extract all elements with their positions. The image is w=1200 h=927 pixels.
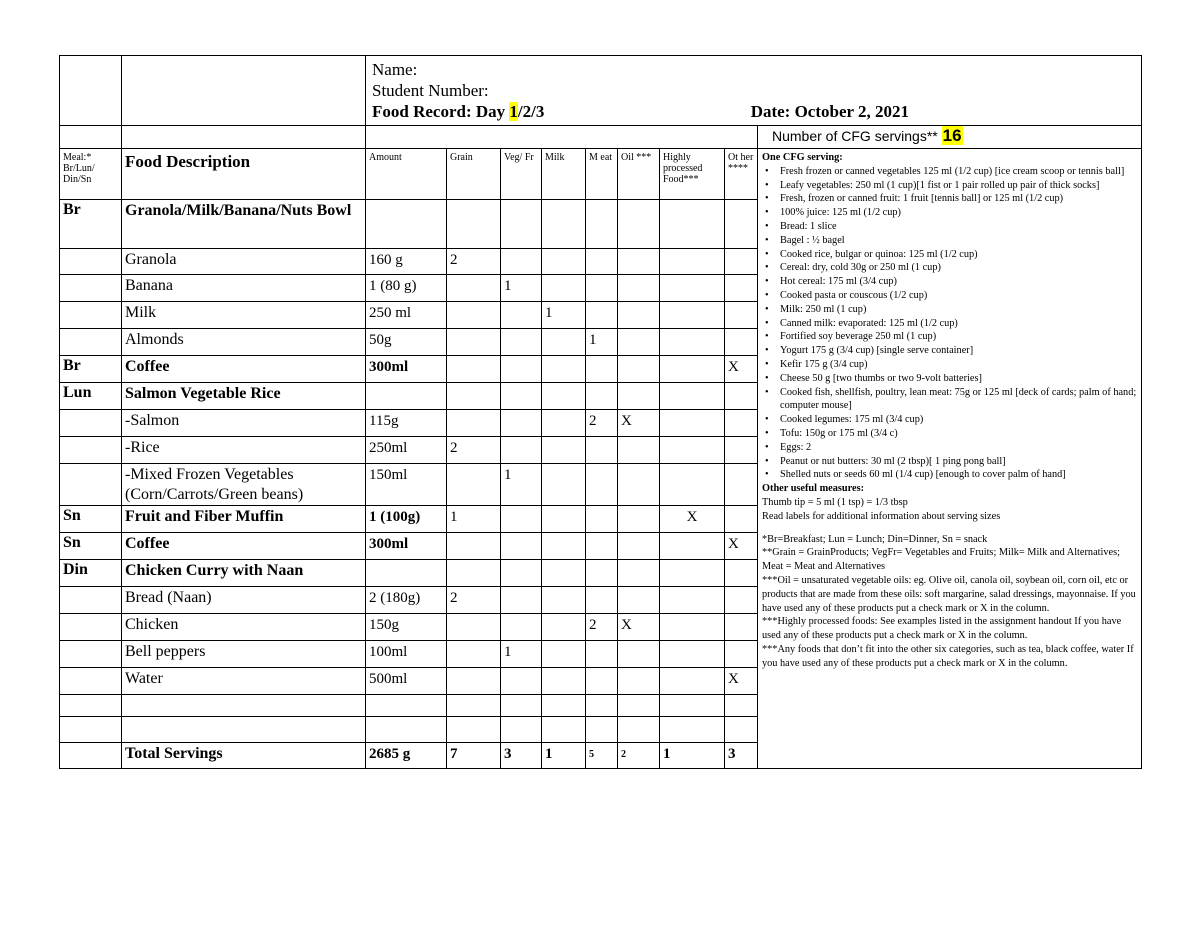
- oil-cell: [618, 560, 660, 587]
- serving-item: • Leafy vegetables: 250 ml (1 cup)[1 fist or 1 pair rolled up pair of thick socks]: [780, 179, 1137, 193]
- meal-cell: Sn: [60, 506, 122, 533]
- other-cell: [725, 200, 758, 249]
- vegfr-cell: [501, 533, 542, 560]
- col-grain: Grain: [447, 149, 501, 200]
- col-processed: Highly processed Food***: [660, 149, 725, 200]
- other-cell: [725, 695, 758, 717]
- meat-cell: [586, 641, 618, 668]
- processed-cell: [660, 533, 725, 560]
- vegfr-cell: 1: [501, 641, 542, 668]
- food-description: Granola/Milk/Banana/Nuts Bowl: [122, 200, 366, 249]
- totals-milk: 1: [542, 743, 586, 769]
- totals-amount: 2685 g: [366, 743, 447, 769]
- meal-cell: [60, 641, 122, 668]
- vegfr-cell: [501, 200, 542, 249]
- other-cell: [725, 614, 758, 641]
- vegfr-cell: [501, 506, 542, 533]
- milk-cell: [542, 560, 586, 587]
- food-description: -Rice: [122, 437, 366, 464]
- oil-cell: [618, 464, 660, 506]
- oil-cell: [618, 356, 660, 383]
- totals-oil: 2: [618, 743, 660, 769]
- totals-other: 3: [725, 743, 758, 769]
- vegfr-cell: [501, 614, 542, 641]
- amount-cell: 150g: [366, 614, 447, 641]
- vegfr-cell: [501, 329, 542, 356]
- cfg-servings-count: 16: [942, 126, 962, 145]
- meat-cell: 2: [586, 410, 618, 437]
- meat-cell: [586, 587, 618, 614]
- food-description: Water: [122, 668, 366, 695]
- col-vegfr: Veg/ Fr: [501, 149, 542, 200]
- meal-cell: [60, 329, 122, 356]
- other-cell: [725, 464, 758, 506]
- meat-cell: [586, 437, 618, 464]
- milk-cell: [542, 614, 586, 641]
- totals-vegfr: 3: [501, 743, 542, 769]
- oil-cell: X: [618, 614, 660, 641]
- meat-cell: [586, 695, 618, 717]
- grain-cell: [447, 302, 501, 329]
- other-cell: X: [725, 356, 758, 383]
- milk-cell: [542, 587, 586, 614]
- amount-cell: [366, 560, 447, 587]
- footnote: ***Any foods that don’t fit into the other six categories, such as tea, black coffee, water If you have used any of these products put a check mark or X in the column.: [762, 643, 1134, 669]
- milk-cell: [542, 506, 586, 533]
- totals-meat: 5: [586, 743, 618, 769]
- meat-cell: [586, 249, 618, 275]
- other-cell: X: [725, 533, 758, 560]
- vegfr-cell: [501, 587, 542, 614]
- grain-cell: [447, 383, 501, 410]
- meal-cell: Sn: [60, 533, 122, 560]
- serving-item: • Bread: 1 slice: [780, 220, 1137, 234]
- milk-cell: [542, 329, 586, 356]
- grain-cell: [447, 560, 501, 587]
- oil-cell: [618, 506, 660, 533]
- food-description: Banana: [122, 275, 366, 302]
- other-cell: [725, 587, 758, 614]
- serving-item: • Tofu: 150g or 175 ml (3/4 c): [780, 427, 1137, 441]
- other-cell: [725, 717, 758, 743]
- processed-cell: [660, 614, 725, 641]
- milk-cell: [542, 249, 586, 275]
- amount-cell: 50g: [366, 329, 447, 356]
- serving-list: [762, 165, 1137, 482]
- processed-cell: [660, 668, 725, 695]
- processed-cell: [660, 464, 725, 506]
- processed-cell: [660, 329, 725, 356]
- milk-cell: [542, 200, 586, 249]
- processed-cell: [660, 717, 725, 743]
- amount-cell: 300ml: [366, 533, 447, 560]
- serving-item: • Hot cereal: 175 ml (3/4 cup): [780, 275, 1137, 289]
- milk-cell: [542, 641, 586, 668]
- grain-cell: [447, 668, 501, 695]
- vegfr-cell: [501, 302, 542, 329]
- col-meat: M eat: [586, 149, 618, 200]
- col-amount: Amount: [366, 149, 447, 200]
- other-cell: X: [725, 668, 758, 695]
- grain-cell: 2: [447, 249, 501, 275]
- grain-cell: [447, 200, 501, 249]
- meat-cell: [586, 383, 618, 410]
- meal-cell: [60, 437, 122, 464]
- serving-item: • Kefir 175 g (3/4 cup): [780, 358, 1137, 372]
- serving-item: • Peanut or nut butters: 30 ml (2 tbsp)[ 1 ping pong ball]: [780, 455, 1137, 469]
- other-measure-line: Read labels for additional information about serving sizes: [762, 510, 1001, 522]
- grain-cell: [447, 410, 501, 437]
- meat-cell: [586, 200, 618, 249]
- meal-cell: [60, 587, 122, 614]
- processed-cell: [660, 383, 725, 410]
- meat-cell: [586, 668, 618, 695]
- other-measure-line: Thumb tip = 5 ml (1 tsp) = 1/3 tbsp: [762, 496, 908, 508]
- grain-cell: [447, 695, 501, 717]
- meat-cell: [586, 464, 618, 506]
- oil-cell: [618, 695, 660, 717]
- food-description: Salmon Vegetable Rice: [122, 383, 366, 410]
- amount-cell: 1 (80 g): [366, 275, 447, 302]
- grain-cell: [447, 464, 501, 506]
- meal-cell: [60, 410, 122, 437]
- col-oil: Oil ***: [618, 149, 660, 200]
- other-cell: [725, 249, 758, 275]
- oil-cell: [618, 587, 660, 614]
- vegfr-cell: [501, 560, 542, 587]
- processed-cell: [660, 275, 725, 302]
- col-milk: Milk: [542, 149, 586, 200]
- other-cell: [725, 383, 758, 410]
- meat-cell: 1: [586, 329, 618, 356]
- vegfr-cell: [501, 437, 542, 464]
- meat-cell: [586, 302, 618, 329]
- amount-cell: [366, 200, 447, 249]
- grain-cell: [447, 614, 501, 641]
- column-header-row: [60, 149, 1142, 200]
- processed-cell: [660, 560, 725, 587]
- milk-cell: [542, 437, 586, 464]
- food-description: Chicken: [122, 614, 366, 641]
- meat-cell: [586, 356, 618, 383]
- serving-item: • Yogurt 175 g (3/4 cup) [single serve container]: [780, 344, 1137, 358]
- food-description: -Mixed Frozen Vegetables (Corn/Carrots/Green beans): [122, 464, 366, 506]
- other-cell: [725, 437, 758, 464]
- amount-cell: 1 (100g): [366, 506, 447, 533]
- grain-cell: 2: [447, 587, 501, 614]
- name-label: Name:: [372, 60, 418, 79]
- oil-cell: [618, 200, 660, 249]
- meat-cell: [586, 533, 618, 560]
- serving-item: • Milk: 250 ml (1 cup): [780, 303, 1137, 317]
- serving-item: • Cheese 50 g [two thumbs or two 9-volt batteries]: [780, 372, 1137, 386]
- footnote: **Grain = GrainProducts; VegFr= Vegetables and Fruits; Milk= Milk and Alternatives; Meat = Meat and Alternatives: [762, 547, 1120, 573]
- grain-cell: 1: [447, 506, 501, 533]
- food-description: Coffee: [122, 533, 366, 560]
- milk-cell: [542, 410, 586, 437]
- oil-cell: [618, 249, 660, 275]
- meat-cell: [586, 506, 618, 533]
- col-meal: Meal:* Br/Lun/ Din/Sn: [60, 149, 122, 200]
- serving-item: • Eggs: 2: [780, 441, 1137, 455]
- grain-cell: [447, 533, 501, 560]
- oil-cell: [618, 641, 660, 668]
- serving-item: • Cooked fish, shellfish, poultry, lean meat: 75g or 125 ml [deck of cards; palm of hand; computer mouse]: [780, 386, 1137, 414]
- meal-cell: [60, 249, 122, 275]
- processed-cell: [660, 587, 725, 614]
- col-description: Food Description: [122, 149, 366, 200]
- record-header: [366, 56, 1142, 126]
- other-cell: [725, 506, 758, 533]
- serving-item: • Cooked legumes: 175 ml (3/4 cup): [780, 413, 1137, 427]
- milk-cell: [542, 356, 586, 383]
- totals-processed: 1: [660, 743, 725, 769]
- serving-item: • Fresh frozen or canned vegetables 125 ml (1/2 cup) [ice cream scoop or tennis ball]: [780, 165, 1137, 179]
- oil-cell: X: [618, 410, 660, 437]
- meal-cell: Lun: [60, 383, 122, 410]
- meal-cell: [60, 614, 122, 641]
- food-description: Coffee: [122, 356, 366, 383]
- col-other: Ot her ****: [725, 149, 758, 200]
- oil-cell: [618, 275, 660, 302]
- meat-cell: [586, 717, 618, 743]
- oil-cell: [618, 329, 660, 356]
- record-suffix: /2/3: [517, 102, 545, 121]
- milk-cell: [542, 533, 586, 560]
- other-measures-title: Other useful measures:: [762, 483, 865, 495]
- food-record-table: [59, 55, 1142, 769]
- serving-item: • Shelled nuts or seeds 60 ml (1/4 cup) [enough to cover palm of hand]: [780, 468, 1137, 482]
- other-cell: [725, 329, 758, 356]
- food-description: Granola: [122, 249, 366, 275]
- food-description: Bell peppers: [122, 641, 366, 668]
- serving-item: • Fortified soy beverage 250 ml (1 cup): [780, 330, 1137, 344]
- oil-cell: [618, 302, 660, 329]
- notes-title: One CFG serving:: [762, 152, 843, 163]
- meal-cell: Din: [60, 560, 122, 587]
- oil-cell: [618, 668, 660, 695]
- grain-cell: [447, 275, 501, 302]
- processed-cell: [660, 695, 725, 717]
- meal-cell: Br: [60, 200, 122, 249]
- record-day-highlight: 1: [509, 102, 518, 121]
- oil-cell: [618, 437, 660, 464]
- serving-item: • Cooked pasta or couscous (1/2 cup): [780, 289, 1137, 303]
- amount-cell: 100ml: [366, 641, 447, 668]
- serving-item: • Bagel : ½ bagel: [780, 234, 1137, 248]
- processed-cell: [660, 356, 725, 383]
- cfg-servings: [758, 126, 1142, 149]
- food-record-sheet: [59, 55, 1141, 769]
- meal-cell: [60, 717, 122, 743]
- processed-cell: [660, 302, 725, 329]
- date-label: Date: October 2, 2021: [750, 102, 909, 121]
- vegfr-cell: [501, 410, 542, 437]
- student-number-label: Student Number:: [372, 81, 489, 100]
- serving-item: • Cooked rice, bulgar or quinoa: 125 ml (1/2 cup): [780, 248, 1137, 262]
- processed-cell: [660, 410, 725, 437]
- serving-notes: [758, 149, 1142, 769]
- meat-cell: 2: [586, 614, 618, 641]
- meal-cell: [60, 695, 122, 717]
- meal-cell: [60, 464, 122, 506]
- totals-grain: 7: [447, 743, 501, 769]
- processed-cell: [660, 249, 725, 275]
- milk-cell: [542, 668, 586, 695]
- amount-cell: 500ml: [366, 668, 447, 695]
- grain-cell: [447, 717, 501, 743]
- milk-cell: 1: [542, 302, 586, 329]
- meal-cell: [60, 275, 122, 302]
- serving-item: • Fresh, frozen or canned fruit: 1 fruit [tennis ball] or 125 ml (1/2 cup): [780, 192, 1137, 206]
- meat-cell: [586, 275, 618, 302]
- milk-cell: [542, 383, 586, 410]
- meal-cell: Br: [60, 356, 122, 383]
- other-cell: [725, 410, 758, 437]
- amount-cell: [366, 717, 447, 743]
- food-description: Fruit and Fiber Muffin: [122, 506, 366, 533]
- vegfr-cell: [501, 249, 542, 275]
- other-cell: [725, 275, 758, 302]
- processed-cell: [660, 200, 725, 249]
- grain-cell: [447, 329, 501, 356]
- record-prefix: Food Record: Day: [372, 102, 510, 121]
- vegfr-cell: [501, 668, 542, 695]
- vegfr-cell: [501, 356, 542, 383]
- other-cell: [725, 560, 758, 587]
- cfg-servings-label: Number of CFG servings**: [772, 128, 938, 144]
- milk-cell: [542, 717, 586, 743]
- serving-item: • Cereal: dry, cold 30g or 250 ml (1 cup): [780, 261, 1137, 275]
- vegfr-cell: [501, 695, 542, 717]
- amount-cell: 250ml: [366, 437, 447, 464]
- oil-cell: [618, 383, 660, 410]
- grain-cell: [447, 641, 501, 668]
- cfg-row: [60, 126, 1142, 149]
- oil-cell: [618, 717, 660, 743]
- meal-cell: [60, 668, 122, 695]
- food-description: Bread (Naan): [122, 587, 366, 614]
- footnote: ***Highly processed foods: See examples listed in the assignment handout If you have used any of these products put a check mark or X in the column.: [762, 616, 1122, 642]
- food-description: [122, 695, 366, 717]
- vegfr-cell: [501, 717, 542, 743]
- oil-cell: [618, 533, 660, 560]
- amount-cell: [366, 695, 447, 717]
- meat-cell: [586, 560, 618, 587]
- amount-cell: 150ml: [366, 464, 447, 506]
- milk-cell: [542, 275, 586, 302]
- processed-cell: X: [660, 506, 725, 533]
- milk-cell: [542, 464, 586, 506]
- amount-cell: 250 ml: [366, 302, 447, 329]
- processed-cell: [660, 437, 725, 464]
- amount-cell: 160 g: [366, 249, 447, 275]
- serving-item: • Canned milk: evaporated: 125 ml (1/2 cup): [780, 317, 1137, 331]
- amount-cell: 2 (180g): [366, 587, 447, 614]
- food-description: Chicken Curry with Naan: [122, 560, 366, 587]
- amount-cell: 115g: [366, 410, 447, 437]
- totals-label: Total Servings: [122, 743, 366, 769]
- vegfr-cell: 1: [501, 275, 542, 302]
- footnote: *Br=Breakfast; Lun = Lunch; Din=Dinner, Sn = snack: [762, 533, 988, 545]
- grain-cell: 2: [447, 437, 501, 464]
- footnote: ***Oil = unsaturated vegetable oils: eg. Olive oil, canola oil, soybean oil, corn oil, etc or products that are made from these oils: soft margarine, salad dressings, mayonnaise. If you have used any of these products put a check mark or X in the column.: [762, 574, 1136, 614]
- other-cell: [725, 302, 758, 329]
- grain-cell: [447, 356, 501, 383]
- food-description: -Salmon: [122, 410, 366, 437]
- header-row: [60, 56, 1142, 126]
- processed-cell: [660, 641, 725, 668]
- amount-cell: 300ml: [366, 356, 447, 383]
- vegfr-cell: [501, 383, 542, 410]
- amount-cell: [366, 383, 447, 410]
- vegfr-cell: 1: [501, 464, 542, 506]
- food-description: Milk: [122, 302, 366, 329]
- meal-cell: [60, 302, 122, 329]
- milk-cell: [542, 695, 586, 717]
- serving-item: • 100% juice: 125 ml (1/2 cup): [780, 206, 1137, 220]
- totals-meal-cell: [60, 743, 122, 769]
- food-description: [122, 717, 366, 743]
- food-description: Almonds: [122, 329, 366, 356]
- other-cell: [725, 641, 758, 668]
- record-day-line: [372, 101, 1135, 122]
